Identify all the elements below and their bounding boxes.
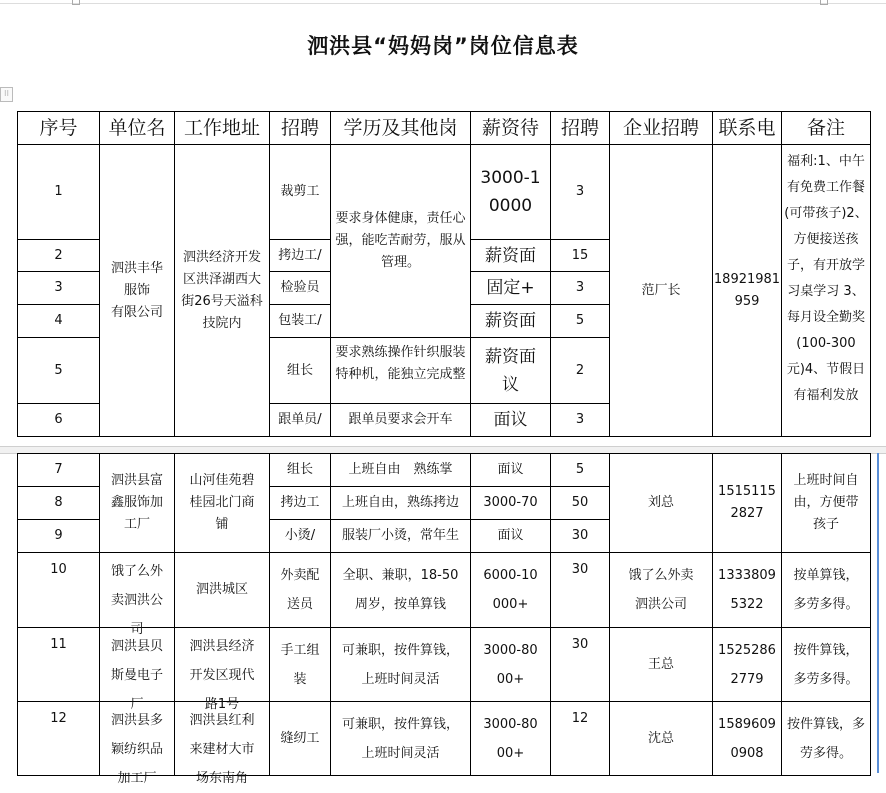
table-page-2: [17, 453, 871, 786]
requirement-cell: 要求身体健康，责任心 强，能吃苦耐劳，服从 管理。: [331, 145, 471, 338]
job-cell: 包装工/: [270, 305, 331, 338]
phone-cell: 1525286 2779: [713, 628, 782, 702]
requirement-cell: 跟单员要求会开车: [331, 404, 471, 437]
company-name-cell: 饿了么外 卖泗洪公 司: [100, 553, 175, 628]
salary-cell: 薪资面 议: [471, 338, 551, 404]
job-cell: 组长: [270, 338, 331, 404]
phone-cell: 1515115 2827: [713, 454, 782, 553]
top-ruler: [0, 3, 886, 4]
ruler-marker: [72, 0, 80, 5]
note-cell: 按件算钱， 多劳多得。: [782, 628, 871, 702]
phone-cell: 18921981 959: [713, 145, 782, 437]
company-name-cell: 泗洪县富 鑫服饰加 工厂: [100, 454, 175, 553]
table-row: [18, 628, 871, 702]
address-cell: 泗洪县经济 开发区现代 路1号: [175, 628, 270, 702]
salary-cell: 3000-1 0000: [471, 145, 551, 240]
salary-cell: 3000-80 00+: [471, 702, 551, 776]
header-cell: 招聘: [551, 112, 610, 145]
row-number: 12: [18, 702, 100, 776]
count-cell: 5: [551, 454, 610, 487]
table-row: [18, 454, 871, 487]
salary-cell: 3000-80 00+: [471, 628, 551, 702]
phone-cell: 1333809 5322: [713, 553, 782, 628]
contact-cell: 范厂长: [610, 145, 713, 437]
row-number: 9: [18, 520, 100, 553]
job-cell: 检验员: [270, 272, 331, 305]
note-cell: 上班时间自 由，方便带 孩子: [782, 454, 871, 553]
header-cell: 单位名: [100, 112, 175, 145]
address-cell: 泗洪城区: [175, 553, 270, 628]
contact-cell: 王总: [610, 628, 713, 702]
row-number: 10: [18, 553, 100, 628]
salary-cell: 面议: [471, 520, 551, 553]
count-cell: 15: [551, 240, 610, 272]
header-cell: 备注: [782, 112, 871, 145]
requirement-cell: 上班自由 熟练掌: [331, 454, 471, 487]
phone-cell: 1589609 0908: [713, 702, 782, 776]
row-number: 11: [18, 628, 100, 702]
requirement-cell: 要求熟练操作针织服装 特种机，能独立完成整: [331, 338, 471, 404]
job-cell: 拷边工/: [270, 240, 331, 272]
company-name-cell: 泗洪县贝 斯曼电子 厂: [100, 628, 175, 702]
header-cell: 招聘: [270, 112, 331, 145]
note-cell: 按件算钱，多 劳多得。: [782, 702, 871, 776]
row-number: 6: [18, 404, 100, 437]
count-cell: 5: [551, 305, 610, 338]
count-cell: 2: [551, 338, 610, 404]
selection-bar: [877, 453, 879, 773]
job-cell: 组长: [270, 454, 331, 487]
job-cell: 缝纫工: [270, 702, 331, 776]
address-cell: 泗洪县红利 来建材大市 场东南角: [175, 702, 270, 776]
salary-cell: 固定+: [471, 272, 551, 305]
count-cell: 3: [551, 404, 610, 437]
salary-cell: 薪资面: [471, 305, 551, 338]
salary-cell: 面议: [471, 404, 551, 437]
job-cell: 跟单员/: [270, 404, 331, 437]
header-cell: 工作地址: [175, 112, 270, 145]
header-cell: 学历及其他岗: [331, 112, 471, 145]
company-name-cell: 泗洪丰华 服饰 有限公司: [100, 145, 175, 437]
table-row: [18, 702, 871, 776]
table-row: [18, 145, 871, 240]
header-cell: 薪资待: [471, 112, 551, 145]
row-number: 4: [18, 305, 100, 338]
row-number: 1: [18, 145, 100, 240]
header-cell: 企业招聘: [610, 112, 713, 145]
job-cell: 外卖配 送员: [270, 553, 331, 628]
row-number: 8: [18, 487, 100, 520]
company-name-cell: 泗洪县多 颖纺织品 加工厂: [100, 702, 175, 776]
row-number: 2: [18, 240, 100, 272]
salary-cell: 面议: [471, 454, 551, 487]
count-cell: 3: [551, 145, 610, 240]
count-cell: 30: [551, 628, 610, 702]
count-cell: 30: [551, 520, 610, 553]
row-number: 7: [18, 454, 100, 487]
page-title: 泗洪县“妈妈岗”岗位信息表: [307, 34, 579, 58]
requirement-cell: 可兼职，按件算钱， 上班时间灵活: [331, 702, 471, 776]
requirement-cell: 上班自由，熟练拷边: [331, 487, 471, 520]
job-cell: 裁剪工: [270, 145, 331, 240]
table-move-handle-icon[interactable]: ⁝⁝: [0, 87, 13, 102]
row-number: 3: [18, 272, 100, 305]
note-cell: 福利:1、中午 有免费工作餐 (可带孩子)2、 方便接送孩 子，有开放学 习桌学习 3、 每月设全勤奖 (100-300 元)4、节假日 有福利发放: [782, 145, 871, 437]
count-cell: 50: [551, 487, 610, 520]
salary-cell: 3000-70: [471, 487, 551, 520]
requirement-cell: 服装厂小烫，常年生: [331, 520, 471, 553]
job-cell: 手工组 装: [270, 628, 331, 702]
job-cell: 拷边工: [270, 487, 331, 520]
address-cell: 山河佳苑碧 桂园北门商 铺: [175, 454, 270, 553]
salary-cell: 6000-10 000+: [471, 553, 551, 628]
count-cell: 12: [551, 702, 610, 776]
table-row: [18, 553, 871, 628]
contact-cell: 刘总: [610, 454, 713, 553]
contact-cell: 沈总: [610, 702, 713, 776]
count-cell: 30: [551, 553, 610, 628]
salary-cell: 薪资面: [471, 240, 551, 272]
header-cell: 序号: [18, 112, 100, 145]
job-cell: 小烫/: [270, 520, 331, 553]
address-cell: 泗洪经济开发 区洪泽湖西大 街26号天溢科 技院内: [175, 145, 270, 437]
header-row: [18, 112, 871, 145]
row-number: 5: [18, 338, 100, 404]
ruler-marker: [820, 0, 828, 5]
requirement-cell: 全职、兼职，18-50 周岁，按单算钱: [331, 553, 471, 628]
count-cell: 3: [551, 272, 610, 305]
header-cell: 联系电: [713, 112, 782, 145]
table-page-1: [17, 111, 871, 437]
note-cell: 按单算钱， 多劳多得。: [782, 553, 871, 628]
requirement-cell: 可兼职，按件算钱， 上班时间灵活: [331, 628, 471, 702]
contact-cell: 饿了么外卖 泗洪公司: [610, 553, 713, 628]
